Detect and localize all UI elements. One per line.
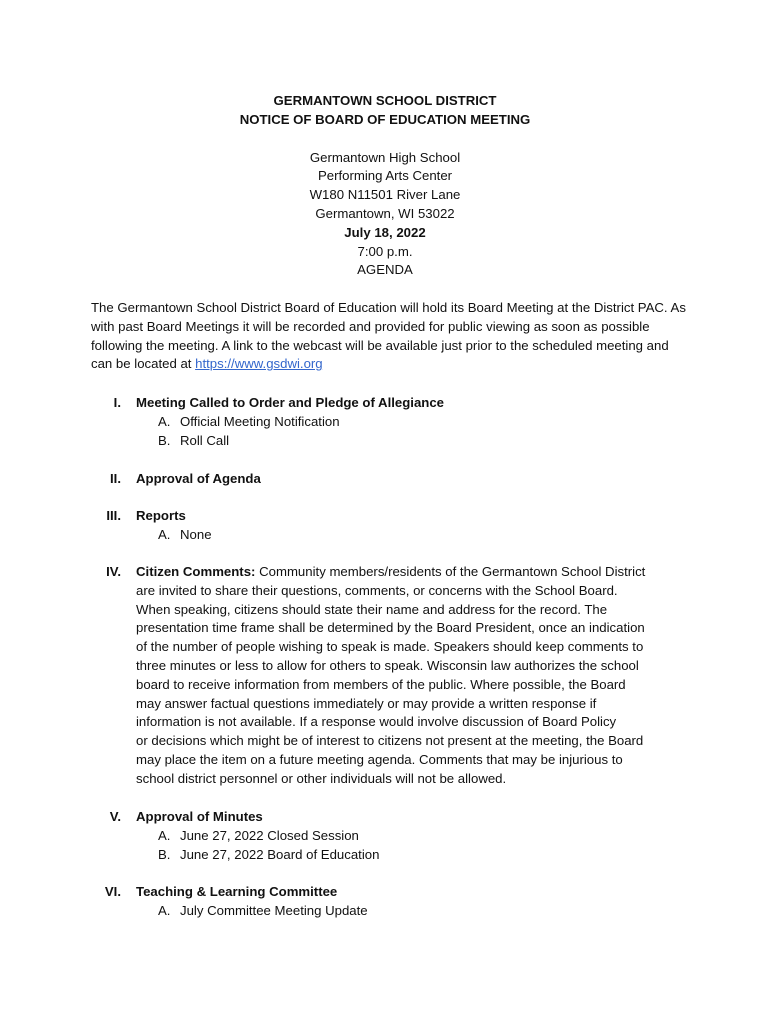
section-title: Citizen Comments: [136,564,256,579]
paragraph-line: board to receive information from members of the public. Where possible, the Board [136,676,626,692]
section-numeral: I. [113,395,121,410]
intro-paragraph [91,299,691,374]
paragraph-line: Community members/residents of the Germantown School District [255,564,646,579]
paragraph-line: presentation time frame shall be determined by the Board President, once an indication [136,620,645,636]
meeting-date: July 18, 2022 [344,224,426,240]
meeting-time: 7:00 p.m. [357,243,413,259]
venue-name: Germantown High School [309,149,461,165]
section-title: Teaching & Learning Committee [136,884,338,899]
section-numeral: VI. [104,884,121,899]
section-title: Approval of Minutes [136,809,263,824]
paragraph-line: may answer factual questions immediately or may provide a written response if [136,695,597,711]
venue-room: Performing Arts Center [317,168,453,184]
subitem-text: June 27, 2022 Board of Education [180,847,380,862]
district-name: GERMANTOWN SCHOOL DISTRICT [273,93,497,108]
agenda-subitem [158,846,379,865]
paragraph-line: When speaking, citizens should state their name and address for the record. The [136,601,608,617]
venue-city: Germantown, WI 53022 [315,205,455,221]
agenda-subitem [158,902,368,921]
subitem-text: July Committee Meeting Update [180,903,368,918]
agenda-subitem [158,432,229,451]
paragraph-line: information is not available. If a response would involve discussion of Board Policy [136,714,617,730]
subitem-letter: A. [158,414,171,429]
agenda-subitem [158,827,359,846]
agenda-subitem [158,413,340,432]
paragraph-line: or decisions which might be of interest to citizens not present at the meeting, the Board [136,733,644,749]
subitem-letter: B. [158,433,171,448]
section-numeral: V. [109,809,121,824]
website-link[interactable]: https://www.gsdwi.org [195,356,323,372]
paragraph-line: of the number of people wishing to speak is made. Speakers should keep comments to [136,639,644,655]
agenda-subitem [158,526,212,545]
section-numeral: III. [106,508,121,523]
section-title: Reports [136,508,186,523]
subitem-letter: A. [158,903,171,918]
agenda-label: AGENDA [357,262,413,278]
notice-header [0,92,770,280]
section-numeral: II. [110,471,121,486]
section-numeral: IV. [106,564,121,579]
section-title: Meeting Called to Order and Pledge of Allegiance [136,395,445,410]
subitem-text: Official Meeting Notification [180,414,340,429]
section-title: Approval of Agenda [136,471,261,486]
paragraph-line: school district personnel or other individuals will not be allowed. [136,770,507,786]
venue-street: W180 N11501 River Lane [309,187,461,203]
subitem-letter: A. [158,527,171,542]
subitem-letter: A. [158,828,171,843]
subitem-text: None [180,527,212,542]
subitem-text: June 27, 2022 Closed Session [180,828,359,843]
citizen-comments-paragraph [136,563,676,789]
subitem-text: Roll Call [180,433,230,448]
paragraph-line: may place the item on a future meeting agenda. Comments that may be injurious to [136,751,623,767]
intro-text: The Germantown School District Board of Education will hold its Board Meeting at the District PAC. As with past Board Meetings it will be recorded and provided for public viewing as soon as possible following the meeting. A link to the webcast will be available just prior to the scheduled meeting and can be located at [91,300,686,372]
subitem-letter: B. [158,847,171,862]
paragraph-line: are invited to share their questions, comments, or concerns with the School Board. [136,582,618,598]
notice-title: NOTICE OF BOARD OF EDUCATION MEETING [239,111,531,127]
paragraph-line: three minutes or less to allow for others to speak. Wisconsin law authorizes the school [136,657,639,673]
